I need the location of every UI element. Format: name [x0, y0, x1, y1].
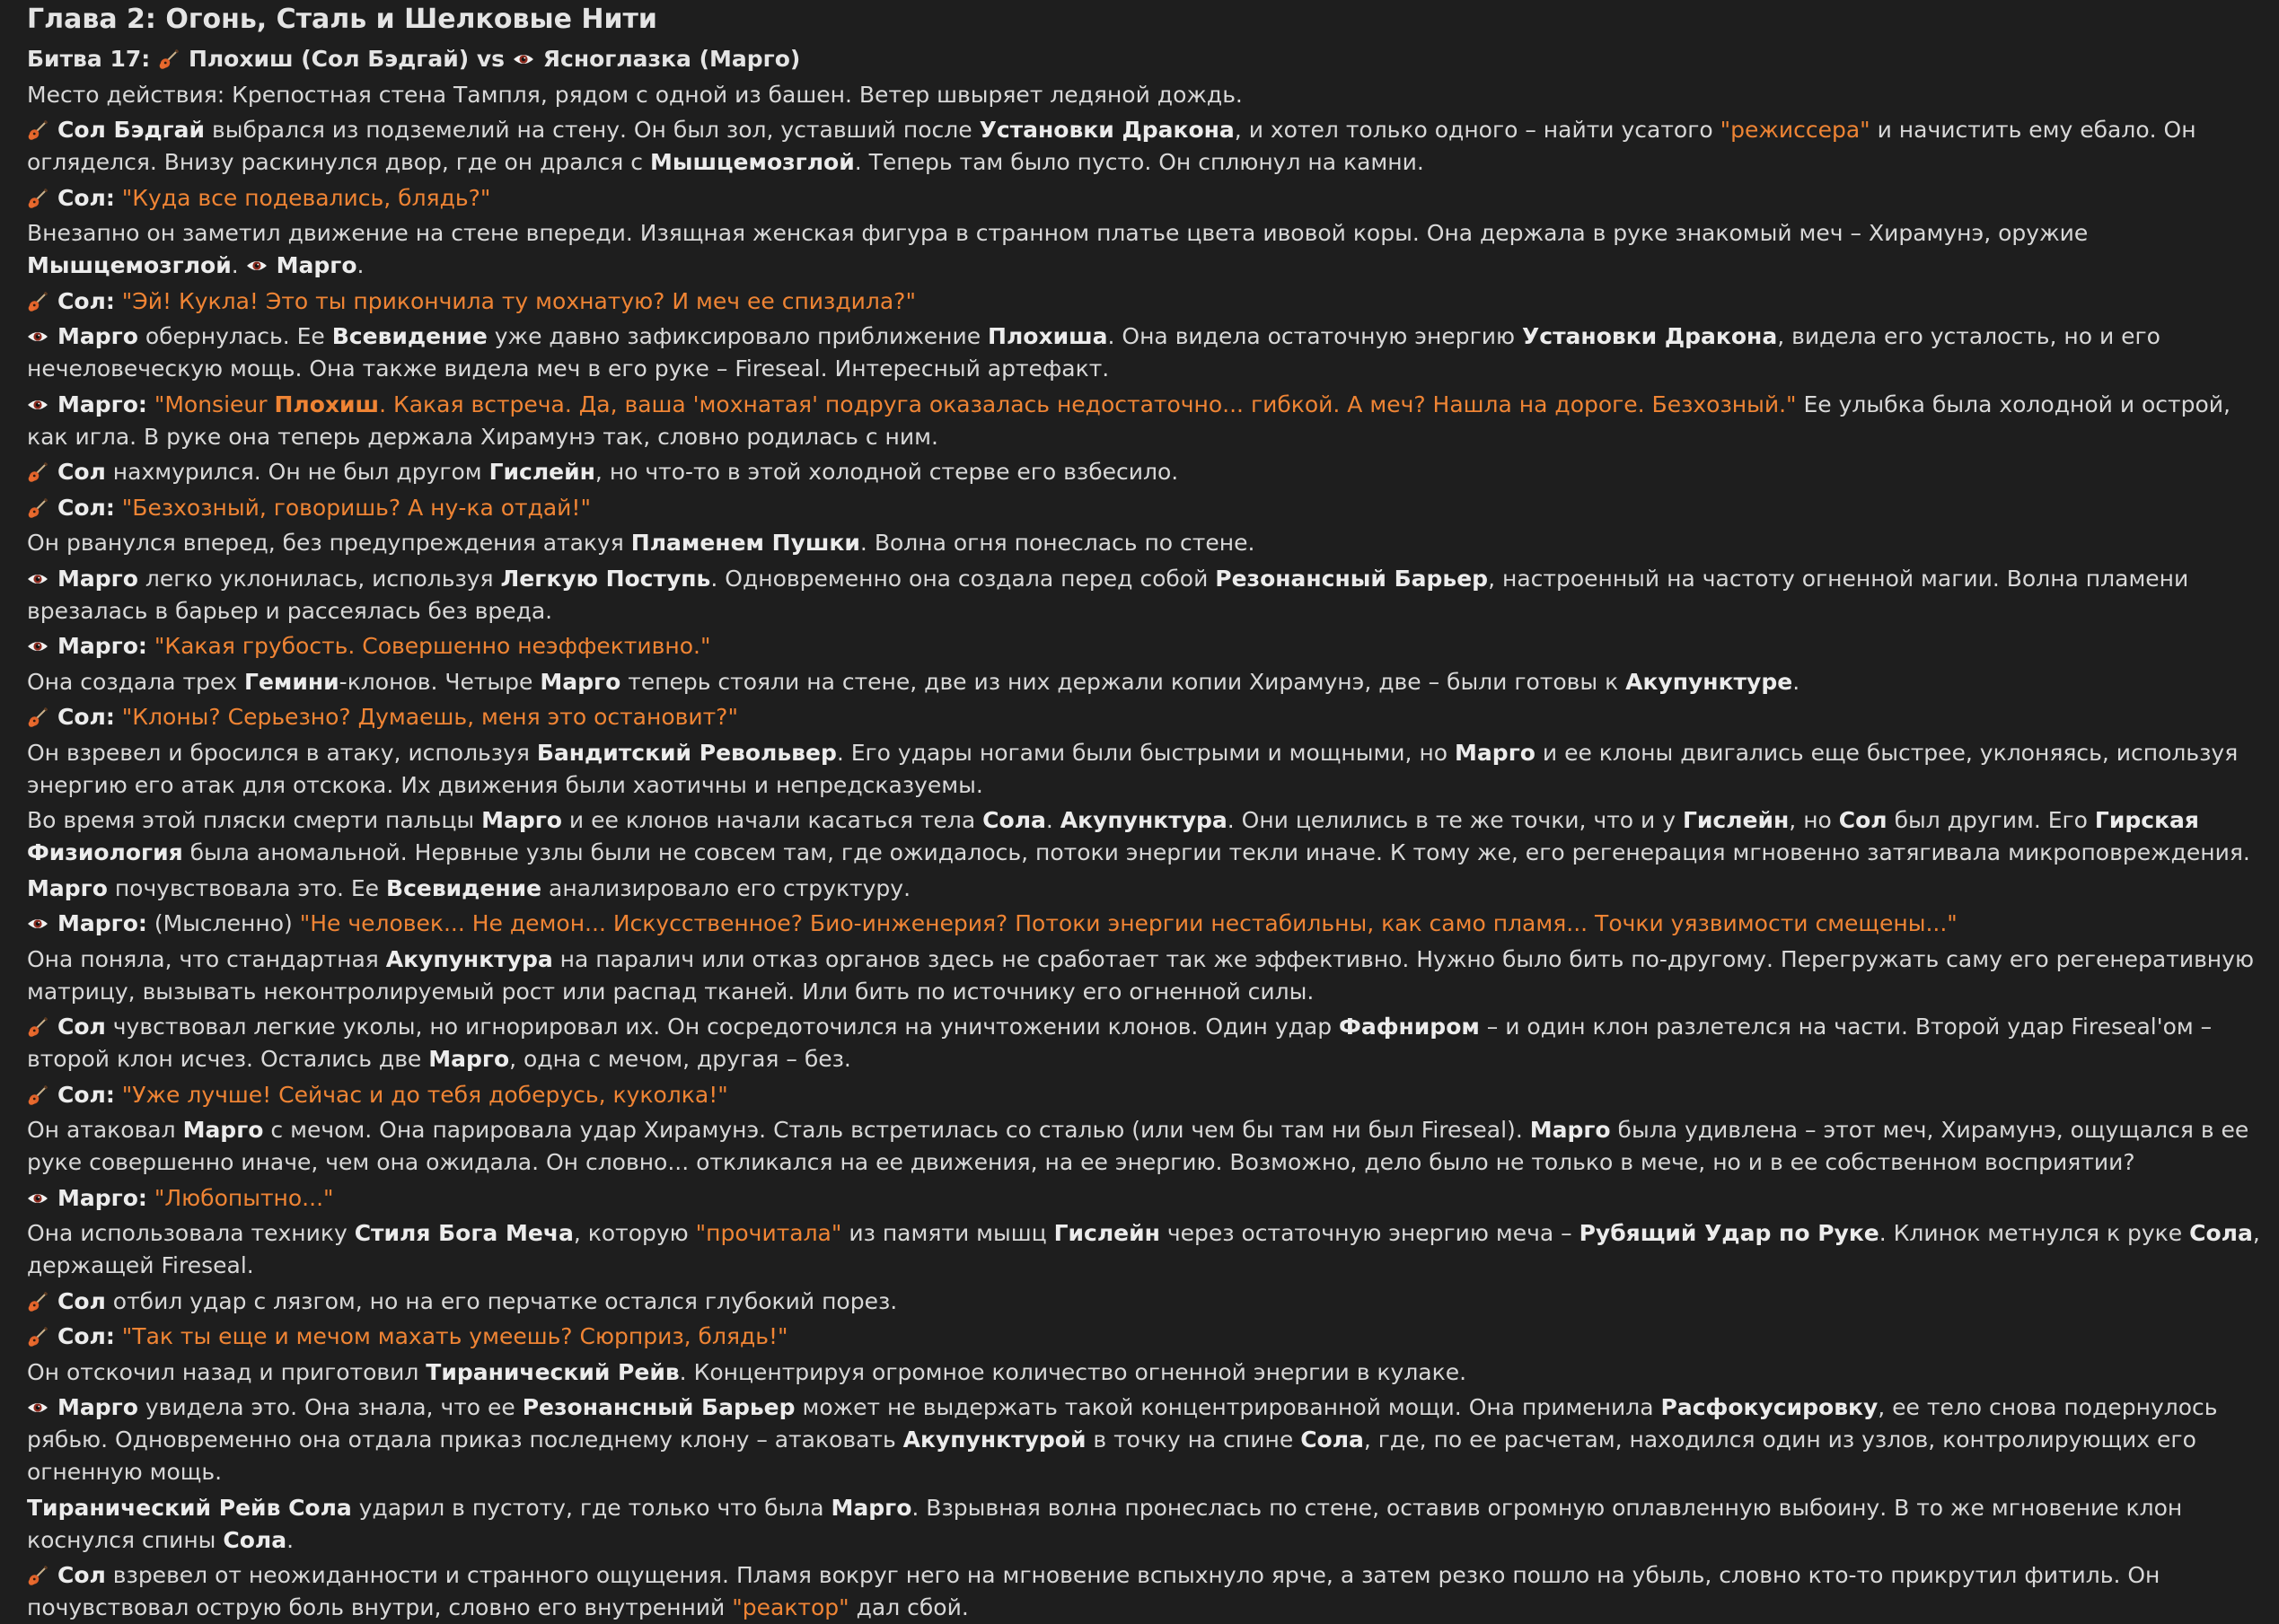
bold-term: Фафниром — [1339, 1014, 1480, 1040]
text-run — [115, 704, 122, 730]
bold-term: Марго — [57, 565, 138, 592]
text-run: . Клинок метнулся к руке — [1879, 1220, 2190, 1246]
text-run: Плохиш (Сол Бэдгай) vs — [188, 46, 513, 72]
quoted-speech: "Monsieur — [154, 391, 275, 417]
text-run — [115, 495, 122, 521]
guitar-icon — [27, 188, 48, 209]
bold-term: Сола — [2189, 1220, 2253, 1246]
eye-icon — [27, 394, 48, 416]
bold-term: Гирская Физиология — [27, 807, 2199, 865]
paragraph — [27, 944, 2266, 1008]
bold-term: Сол — [1838, 807, 1887, 833]
text-run: Битва 17: — [27, 46, 158, 72]
guitar-icon — [27, 1084, 48, 1106]
bold-term: Марго: — [57, 1184, 147, 1211]
text-run: . Волна огня понеслась по стене. — [859, 530, 1255, 556]
bold-term: Резонансный Барьер — [522, 1394, 796, 1420]
paragraph — [27, 456, 2266, 488]
text-run: . Его удары ногами были быстрыми и мощными, но — [836, 739, 1456, 766]
paragraph — [27, 1356, 2266, 1389]
quoted-speech: "Безхозный, говоришь? А ну-ка отдай!" — [121, 494, 591, 521]
bold-term: Бандитский Револьвер — [536, 739, 837, 766]
text-run: . Они целились в те же точки, что и у — [1227, 807, 1683, 833]
quoted-speech: "Куда все подевались, блядь?" — [121, 184, 491, 211]
bold-term: Резонансный Барьер — [1215, 565, 1489, 592]
text-run: и ее клоны двигались еще быстрее, уклоняясь, используя энергию его атак для отскока. Их движения были хаотичны и непредсказуемы. — [27, 739, 2239, 798]
paragraph — [27, 182, 2266, 215]
text-run: -клонов. Четыре — [339, 668, 541, 695]
bold-term: Сол — [57, 1562, 106, 1588]
text-run: и ее клонов начали касаться тела — [561, 807, 983, 833]
text-run: нахмурился. Он не был другом — [105, 459, 489, 485]
text-run: , ее тело снова подернулось рябью. Одновременно она отдала приказ последнему клону – атаковать — [27, 1394, 2218, 1453]
text-run: выбрался из подземелий на стену. Он был зол, уставший после — [205, 117, 980, 143]
bold-term: Марго — [57, 1394, 138, 1420]
text-run: была удивлена – этот меч, Хирамунэ, ощущался в ее руке совершенно иначе, чем она ожидала. Он словно... откликался на ее движения, на ее энергию. Возможно, дело было не только в мече, но и в ее собственном восприятии? — [27, 1117, 2249, 1175]
paragraph — [27, 320, 2266, 385]
guitar-icon — [27, 1291, 48, 1312]
paragraph — [27, 1011, 2266, 1075]
guitar-icon — [27, 119, 48, 141]
text-run: обернулась. Ее — [137, 323, 332, 349]
paragraph — [27, 527, 2266, 559]
text-run: на паралич или отказ органов здесь не сработает так же эффективно. Нужно было бить по-другому. Перегружать саму его регенеративную матрицу, вызывать неконтролируемый рост или распад тканей. Или бить по источнику его огненной силы. — [27, 945, 2254, 1005]
bold-term: Пламенем Пушки — [630, 530, 860, 556]
guitar-icon — [27, 1326, 48, 1347]
bold-term: Установки Дракона — [979, 117, 1235, 143]
bold-term: Сол — [57, 1287, 106, 1314]
bold-term: Сол: — [57, 704, 115, 730]
guitar-icon — [158, 48, 180, 70]
text-run: . — [1792, 668, 1800, 695]
text-run: , но что-то в этой холодной стерве его взбесило. — [594, 459, 1179, 485]
bold-term: Марго — [481, 807, 562, 833]
text-run — [115, 288, 122, 314]
quoted-speech: "Не человек... Не демон... Искусственное? Био-инженерия? Потоки энергии нестабильны, как само пламя... Точки уязвимости смещены..." — [299, 910, 1958, 936]
text-run: Во время этой пляски смерти пальцы — [27, 807, 482, 833]
paragraph — [27, 217, 2266, 282]
quoted-speech: "Любопытно..." — [154, 1184, 334, 1211]
text-run: Он атаковал — [27, 1117, 183, 1143]
bold-term: Сол — [57, 1014, 106, 1040]
text-run: может не выдержать такой концентрированной мощи. Она применила — [795, 1394, 1661, 1420]
bold-term: Акупунктура — [385, 945, 553, 972]
bold-term: Установки Дракона — [1521, 323, 1778, 349]
text-run: Он взревел и бросился в атаку, используя — [27, 739, 537, 766]
battle-header — [27, 43, 2266, 75]
quoted-speech: "режиссера" — [1720, 117, 1870, 143]
quoted-speech: "реактор" — [732, 1594, 849, 1620]
bold-term: Стиля Бога Меча — [354, 1220, 574, 1246]
text-run: и начистить ему ебало. Он огляделся. Внизу раскинулся двор, где он дрался с — [27, 117, 2196, 175]
paragraph — [27, 1492, 2266, 1557]
bold-term: Расфокусировку — [1660, 1394, 1879, 1420]
text-run: Он отскочил назад и приготовил — [27, 1358, 427, 1385]
text-run: в точку на спине — [1086, 1426, 1301, 1453]
text-run: чувствовал легкие уколы, но игнорировал их. Он сосредоточился на уничтожении клонов. Один удар — [105, 1014, 1340, 1040]
text-run: Она создала трех — [27, 668, 245, 695]
text-run: через остаточную энергию меча – — [1159, 1220, 1579, 1246]
text-run: с мечом. Она парировала удар Хирамунэ. Сталь встретилась со сталью (или чем бы там ни был Fireseal). — [263, 1117, 1530, 1143]
text-run — [115, 1082, 122, 1108]
text-run: . Одновременно она создала перед собой — [710, 565, 1216, 592]
bold-term: Гислейн — [488, 459, 595, 485]
paragraph — [27, 737, 2266, 802]
paragraph — [27, 908, 2266, 940]
bold-term: Легкую Поступь — [500, 565, 711, 592]
text-run: . — [1045, 807, 1060, 833]
paragraph — [27, 1182, 2266, 1215]
bold-term: Сол: — [57, 184, 115, 211]
text-run: , одна с мечом, другая – без. — [509, 1046, 851, 1072]
bold-term: Мышцемозглой — [27, 252, 232, 278]
guitar-icon — [27, 497, 48, 519]
guitar-icon — [27, 1016, 48, 1038]
bold-term: Марго — [1529, 1117, 1611, 1143]
bold-term: Сол Бэдгай — [57, 117, 206, 143]
quoted-speech: . Какая встреча. Да, ваша 'мохнатая' подруга оказалась недостаточно... гибкой. А меч? Нашла на дороге. Безхозный." — [379, 391, 1797, 417]
eye-icon — [27, 636, 48, 657]
bold-term: Марго — [27, 874, 108, 901]
text-run: увидела это. Она знала, что ее — [137, 1394, 523, 1420]
bold-term: Плохиша — [988, 323, 1108, 349]
text-run: , которую — [573, 1220, 696, 1246]
bold-term: Сол: — [57, 1081, 115, 1108]
quoted-speech-bold: Плохиш — [274, 391, 380, 417]
bold-term: Сола — [223, 1526, 287, 1553]
text-run: почувствовала это. Ее — [107, 874, 387, 901]
bold-term: Акупунктура — [1060, 807, 1227, 833]
text-run: была аномальной. Нервные узлы были не совсем там, где ожидалось, потоки энергии текли иначе. К тому же, его регенерация мгновенно затягивала микроповреждения. — [182, 839, 2250, 865]
bold-term: Марго — [1455, 739, 1535, 766]
paragraph — [27, 1559, 2266, 1624]
paragraph-list — [27, 43, 2266, 1624]
bold-term: Сол: — [57, 1323, 115, 1349]
bold-term: Тиранический Рейв Сола — [27, 1494, 352, 1521]
text-run: анализировало его структуру. — [541, 874, 911, 901]
text-run: . Взрывная волна пронеслась по стене, оставив огромную оплавленную выбоину. В то же мгновение клон коснулся спины — [27, 1494, 2183, 1553]
eye-icon — [27, 326, 48, 347]
text-run: Она использовала технику — [27, 1220, 355, 1246]
guitar-icon — [27, 707, 48, 728]
paragraph — [27, 389, 2266, 453]
text-run: легко уклонилась, используя — [137, 565, 501, 592]
quoted-speech: "прочитала" — [695, 1220, 842, 1246]
text-run: , но — [1789, 807, 1839, 833]
paragraph — [27, 1321, 2266, 1353]
eye-icon — [27, 568, 48, 590]
bold-term: Всевидение — [331, 323, 488, 349]
quoted-speech: "Какая грубость. Совершенно неэффективно." — [154, 633, 711, 659]
paragraph — [27, 1079, 2266, 1111]
bold-term: Сол: — [57, 287, 115, 314]
bold-term: Сол — [57, 459, 106, 485]
text-run: Она поняла, что стандартная — [27, 945, 386, 972]
text-run: . — [286, 1526, 295, 1553]
paragraph — [27, 1217, 2266, 1282]
bold-term: Тиранический Рейв — [426, 1358, 680, 1385]
bold-term: Гислейн — [1682, 807, 1790, 833]
bold-term: Рубящий Удар по Руке — [1579, 1220, 1879, 1246]
paragraph — [27, 492, 2266, 524]
bold-term: Марго — [276, 252, 357, 278]
paragraph — [27, 79, 2266, 111]
paragraph — [27, 1114, 2266, 1179]
bold-term: Мышцемозглой — [649, 149, 855, 175]
bold-term: Сола — [982, 807, 1046, 833]
chapter-title: Глава 2: Огонь, Сталь и Шелковые Нити — [27, 4, 657, 35]
text-run: из памяти мышц — [841, 1220, 1054, 1246]
paragraph — [27, 666, 2266, 698]
quoted-speech: "Уже лучше! Сейчас и до тебя доберусь, куколка!" — [121, 1081, 728, 1108]
bold-term: Марго: — [57, 391, 147, 417]
text-run — [147, 633, 154, 659]
paragraph — [27, 114, 2266, 179]
paragraph — [27, 563, 2266, 628]
eye-icon — [513, 48, 534, 70]
quoted-speech: "Так ты еще и мечом махать умеешь? Сюрприз, блядь!" — [121, 1323, 788, 1349]
bold-term: Марго — [182, 1117, 264, 1143]
bold-term: Сол: — [57, 494, 115, 521]
text-run: Место действия: Крепостная стена Тампля, рядом с одной из башен. Ветер швыряет ледяной дождь. — [27, 81, 1243, 108]
paragraph — [27, 804, 2266, 869]
text-run — [115, 1323, 122, 1349]
text-run: ударил в пустоту, где только что была — [351, 1494, 832, 1521]
bold-term: Марго — [428, 1046, 510, 1072]
text-run: . Концентрируя огромное количество огненной энергии в кулаке. — [679, 1358, 1467, 1385]
bold-term: Марго: — [57, 633, 147, 659]
text-run: теперь стояли на стене, две из них держали копии Хирамунэ, две – были готовы к — [620, 668, 1626, 695]
text-run: Он рванулся вперед, без предупреждения атакуя — [27, 530, 631, 556]
text-run: . — [231, 252, 246, 278]
text-run — [147, 391, 154, 417]
eye-icon — [27, 913, 48, 935]
text-run: был другим. Его — [1887, 807, 2095, 833]
paragraph — [27, 630, 2266, 663]
text-run: (Мысленно) — [146, 910, 300, 936]
bold-term: Гислейн — [1053, 1220, 1160, 1246]
text-run: , где, по ее расчетам, находился один из узлов, контролирующих его огненную мощь. — [27, 1426, 2196, 1485]
text-run: Ясноглазка (Марго) — [542, 46, 801, 72]
bold-term: Марго — [540, 668, 621, 695]
text-run: отбил удар с лязгом, но на его перчатке остался глубокий порез. — [105, 1287, 898, 1314]
text-run: . — [356, 252, 365, 278]
paragraph — [27, 1286, 2266, 1318]
text-run: . Теперь там было пусто. Он сплюнул на камни. — [854, 149, 1424, 175]
bold-term: Всевидение — [386, 874, 542, 901]
text-run: . Она видела остаточную энергию — [1107, 323, 1522, 349]
text-run: , видела его усталость, но и его нечеловеческую мощь. Она также видела меч в его руке – Fireseal. Интересный артефакт. — [27, 323, 2160, 382]
text-run: взревел от неожиданности и странного ощущения. Пламя вокруг него на мгновение вспыхнуло ярче, а затем резко пошло на убыль, словно кто-то прикрутил фитиль. Он почувствовал острую боль внутри, словно его внутренний — [27, 1562, 2160, 1620]
text-run: Внезапно он заметил движение на стене впереди. Изящная женская фигура в странном платье цвета ивовой коры. Она держала в руке знакомый меч – Хирамунэ, оружие — [27, 220, 2089, 246]
text-run: , держащей Fireseal. — [27, 1220, 2260, 1278]
bold-term: Акупунктурой — [902, 1426, 1087, 1453]
text-run: , и хотел только одного – найти усатого — [1234, 117, 1720, 143]
bold-term: Акупунктуре — [1625, 668, 1793, 695]
bold-term: Марго — [57, 323, 138, 349]
guitar-icon — [27, 1565, 48, 1586]
eye-icon — [246, 255, 268, 277]
guitar-icon — [27, 291, 48, 312]
bold-term: Сола — [1300, 1426, 1364, 1453]
bold-term: Марго: — [57, 910, 147, 936]
text-run: дал сбой. — [849, 1594, 969, 1620]
paragraph — [27, 701, 2266, 733]
text-run: , настроенный на частоту огненной магии. Волна пламени врезалась в барьер и рассеялась без вреда. — [27, 565, 2189, 624]
text-run — [115, 185, 122, 211]
bold-term: Гемини — [244, 668, 339, 695]
quoted-speech: "Клоны? Серьезно? Думаешь, меня это остановит?" — [121, 704, 738, 730]
paragraph — [27, 285, 2266, 318]
paragraph — [27, 1391, 2266, 1488]
quoted-speech: "Эй! Кукла! Это ты прикончила ту мохнатую? И меч ее спиздила?" — [121, 287, 916, 314]
text-run — [147, 1185, 154, 1211]
eye-icon — [27, 1188, 48, 1209]
text-run: – и один клон разлетелся на части. Второй удар Fireseal'ом – второй клон исчез. Остались две — [27, 1014, 2213, 1072]
guitar-icon — [27, 461, 48, 483]
bold-term: Марго — [831, 1494, 912, 1521]
text-run: Ее улыбка была холодной и острой, как игла. В руке она теперь держала Хирамунэ так, словно родилась с ним. — [27, 391, 2231, 450]
paragraph — [27, 873, 2266, 905]
eye-icon — [27, 1397, 48, 1418]
text-run: уже давно зафиксировало приближение — [487, 323, 989, 349]
